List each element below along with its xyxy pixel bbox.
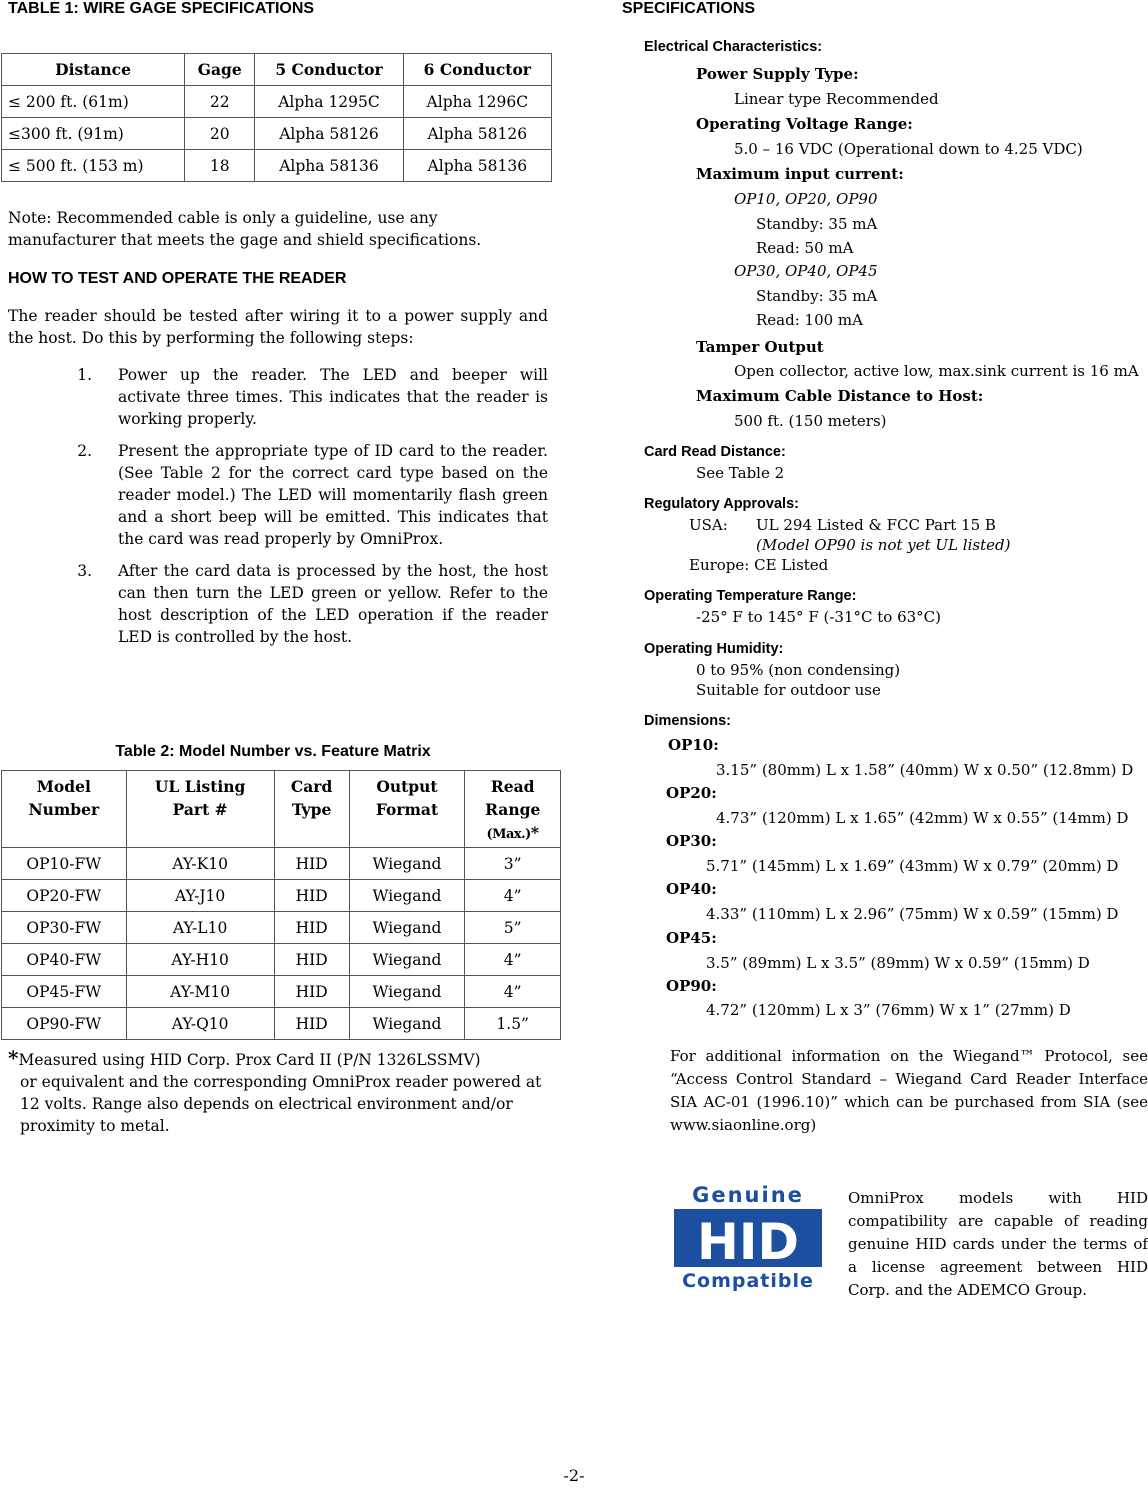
- power-supply-value: Linear type Recommended: [734, 90, 939, 108]
- humidity-heading: Operating Humidity:: [644, 641, 784, 657]
- header-line: Range: [485, 800, 541, 819]
- dim-model: OP90:: [666, 977, 717, 995]
- howto-intro: The reader should be tested after wiring it to a power supply and the host. Do this by performing the following steps:: [8, 307, 548, 347]
- header-line: Model: [36, 777, 91, 796]
- table-cell: HID: [274, 1008, 349, 1040]
- header-line: Card: [290, 777, 333, 796]
- table-cell: OP45-FW: [2, 976, 127, 1008]
- logo-genuine-text: Genuine: [692, 1183, 804, 1207]
- howto-title: HOW TO TEST AND OPERATE THE READER: [8, 270, 347, 287]
- table-header: [126, 771, 274, 848]
- table-header: Distance: [2, 54, 185, 86]
- hid-logo-graphic: [672, 1183, 824, 1293]
- cable-note: Note: Recommended cable is only a guideline, use any manufacturer that meets the gage and shield specifications.: [8, 209, 482, 249]
- table-cell: OP20-FW: [2, 880, 127, 912]
- table-header-row: [2, 771, 561, 848]
- temperature-value: -25° F to 145° F (-31°C to 63°C): [696, 608, 941, 626]
- footnote-marker: *: [530, 823, 539, 842]
- hid-license-text: OmniProx models with HID compatibility are capable of reading genuine HID cards under the terms of a license agreement between HID Corp. and the ADEMCO Group.: [848, 1189, 1148, 1299]
- dim-value: 4.33” (110mm) L x 2.96” (75mm) W x 0.59” (15mm) D: [706, 905, 1119, 923]
- table-header: 6 Conductor: [403, 54, 551, 86]
- dim-value: 4.72” (120mm) L x 3” (76mm) W x 1” (27mm) D: [706, 1001, 1071, 1019]
- table2-title: Table 2: Model Number vs. Feature Matrix: [115, 743, 431, 760]
- table-header: Gage: [185, 54, 255, 86]
- europe-value: Europe: CE Listed: [689, 556, 829, 574]
- table-cell: Wiegand: [349, 880, 465, 912]
- hid-compatible-logo: [672, 1183, 824, 1293]
- specifications-title: SPECIFICATIONS: [622, 0, 756, 17]
- list-item: [8, 560, 548, 648]
- table-header: [349, 771, 465, 848]
- usa-note: (Model OP90 is not yet UL listed): [756, 536, 1011, 554]
- table-cell: AY-H10: [126, 944, 274, 976]
- dim-model: OP20:: [666, 784, 717, 802]
- step-text: Present the appropriate type of ID card to the reader. (See Table 2 for the correct card type based on the reader model.) The LED will momentarily flash green and a short beep will be emitted. This indicates that the card was read properly by OmniProx.: [118, 442, 548, 548]
- footnote-rest: or equivalent and the corresponding OmniProx reader powered at 12 volts. Range also depends on electrical environment and/or proximity to metal.: [20, 1073, 542, 1135]
- step-number: 2.: [77, 442, 92, 460]
- table-cell: OP30-FW: [2, 912, 127, 944]
- table-row: [2, 118, 552, 150]
- footnote-star: *: [8, 1046, 19, 1070]
- header-line: Number: [28, 800, 100, 819]
- current-label: Maximum input current:: [696, 165, 904, 183]
- cable-distance-value: 500 ft. (150 meters): [734, 412, 887, 430]
- footnote-first-line: Measured using HID Corp. Prox Card II (P/N 1326LSSMV): [18, 1051, 481, 1069]
- header-line: Part #: [172, 800, 228, 819]
- header-line: UL Listing: [154, 777, 246, 796]
- dim-value: 5.71” (145mm) L x 1.69” (43mm) W x 0.79” (20mm) D: [706, 857, 1119, 875]
- logo-compatible-text: Compatible: [682, 1270, 814, 1292]
- header-line: Read: [490, 777, 535, 796]
- table-cell: 4”: [465, 880, 561, 912]
- table-header: [465, 771, 561, 848]
- current-group1: OP10, OP20, OP90: [734, 190, 878, 208]
- group2-read: Read: 100 mA: [756, 311, 863, 329]
- table-cell: HID: [274, 976, 349, 1008]
- dim-model: OP30:: [666, 832, 717, 850]
- table-cell: Wiegand: [349, 912, 465, 944]
- table-cell: 18: [185, 150, 255, 182]
- table-cell: 3”: [465, 848, 561, 880]
- table-row: [2, 912, 561, 944]
- table-cell: AY-J10: [126, 880, 274, 912]
- table-header: [274, 771, 349, 848]
- header-line: Type: [291, 800, 332, 819]
- table-cell: AY-K10: [126, 848, 274, 880]
- table-cell: OP10-FW: [2, 848, 127, 880]
- table-cell: Alpha 58126: [255, 118, 403, 150]
- dim-model: OP10:: [668, 736, 719, 754]
- step-number: 3.: [77, 562, 92, 580]
- table-header-row: [2, 54, 552, 86]
- table-cell: HID: [274, 848, 349, 880]
- table-cell: 4”: [465, 944, 561, 976]
- table-row: [2, 848, 561, 880]
- group1-standby: Standby: 35 mA: [756, 215, 878, 233]
- table-cell: Alpha 58136: [403, 150, 551, 182]
- temperature-heading: Operating Temperature Range:: [644, 588, 857, 604]
- table-cell: 22: [185, 86, 255, 118]
- usa-value: UL 294 Listed & FCC Part 15 B: [756, 516, 996, 534]
- group1-read: Read: 50 mA: [756, 239, 854, 257]
- step-text: After the card data is processed by the host, the host can then turn the LED green or yellow. Refer to the host description of the LED operation if the reader LED is controlled by the host.: [118, 562, 548, 646]
- power-supply-label: Power Supply Type:: [696, 65, 859, 83]
- dim-value: 3.5” (89mm) L x 3.5” (89mm) W x 0.59” (15mm) D: [706, 954, 1090, 972]
- group2-standby: Standby: 35 mA: [756, 287, 878, 305]
- header-line: (Max.): [486, 827, 531, 842]
- card-read-heading: Card Read Distance:: [644, 444, 786, 460]
- table-cell: AY-M10: [126, 976, 274, 1008]
- header-line: Format: [375, 800, 439, 819]
- table-cell: Wiegand: [349, 1008, 465, 1040]
- table-cell: HID: [274, 912, 349, 944]
- dim-value: 4.73” (120mm) L x 1.65” (42mm) W x 0.55” (14mm) D: [716, 809, 1129, 827]
- step-number: 1.: [77, 366, 92, 384]
- wire-gage-table: [1, 53, 552, 182]
- dim-value: 3.15” (80mm) L x 1.58” (40mm) W x 0.50” (12.8mm) D: [716, 761, 1134, 779]
- table-cell: 4”: [465, 976, 561, 1008]
- electrical-heading: Electrical Characteristics:: [644, 39, 823, 55]
- voltage-value: 5.0 – 16 VDC (Operational down to 4.25 VDC): [734, 140, 1083, 158]
- voltage-label: Operating Voltage Range:: [696, 115, 913, 133]
- table-header: [2, 771, 127, 848]
- header-line: Output: [376, 777, 438, 796]
- range-footnote: [8, 1047, 553, 1137]
- tamper-value: Open collector, active low, max.sink current is 16 mA: [734, 362, 1139, 380]
- table-cell: Wiegand: [349, 848, 465, 880]
- page-number: -2-: [563, 1466, 585, 1485]
- table-cell: Alpha 58126: [403, 118, 551, 150]
- table-row: [2, 976, 561, 1008]
- table-row: [2, 1008, 561, 1040]
- table-cell: ≤ 200 ft. (61m): [2, 86, 185, 118]
- usa-label: USA:: [689, 516, 728, 534]
- table-row: [2, 86, 552, 118]
- regulatory-heading: Regulatory Approvals:: [644, 496, 799, 512]
- table-cell: Wiegand: [349, 976, 465, 1008]
- table-cell: OP90-FW: [2, 1008, 127, 1040]
- table-cell: 20: [185, 118, 255, 150]
- table-cell: AY-Q10: [126, 1008, 274, 1040]
- card-read-value: See Table 2: [696, 464, 785, 482]
- table-cell: AY-L10: [126, 912, 274, 944]
- table-cell: HID: [274, 880, 349, 912]
- table-cell: ≤ 500 ft. (153 m): [2, 150, 185, 182]
- table-cell: Alpha 1296C: [403, 86, 551, 118]
- list-item: [8, 364, 548, 430]
- table1-title: TABLE 1: WIRE GAGE SPECIFICATIONS: [8, 0, 315, 17]
- humidity-value: 0 to 95% (non condensing): [696, 661, 901, 679]
- table-row: [2, 880, 561, 912]
- tamper-label: Tamper Output: [696, 338, 824, 356]
- table-cell: Alpha 1295C: [255, 86, 403, 118]
- dim-model: OP40:: [666, 880, 717, 898]
- current-group2: OP30, OP40, OP45: [734, 262, 878, 280]
- table-cell: OP40-FW: [2, 944, 127, 976]
- table-cell: 5”: [465, 912, 561, 944]
- wiegand-note: For additional information on the Wiegand™ Protocol, see “Access Control Standard – Wiegand Card Reader Interface SIA AC-01 (1996.10)” which can be purchased from SIA (see www.siaonline.org): [670, 1047, 1148, 1134]
- howto-steps: [8, 364, 548, 658]
- table-row: [2, 150, 552, 182]
- dim-model: OP45:: [666, 929, 717, 947]
- list-item: [8, 440, 548, 550]
- table-cell: HID: [274, 944, 349, 976]
- table-cell: ≤300 ft. (91m): [2, 118, 185, 150]
- dimensions-heading: Dimensions:: [644, 713, 732, 729]
- humidity-note: Suitable for outdoor use: [696, 681, 881, 699]
- table-row: [2, 944, 561, 976]
- model-feature-table: [1, 770, 561, 1040]
- table-cell: Wiegand: [349, 944, 465, 976]
- table-cell: 1.5”: [465, 1008, 561, 1040]
- logo-hid-text: HID: [697, 1213, 799, 1271]
- table-cell: Alpha 58136: [255, 150, 403, 182]
- cable-distance-label: Maximum Cable Distance to Host:: [696, 387, 984, 405]
- table-header: 5 Conductor: [255, 54, 403, 86]
- step-text: Power up the reader. The LED and beeper will activate three times. This indicates that the reader is working properly.: [118, 366, 548, 428]
